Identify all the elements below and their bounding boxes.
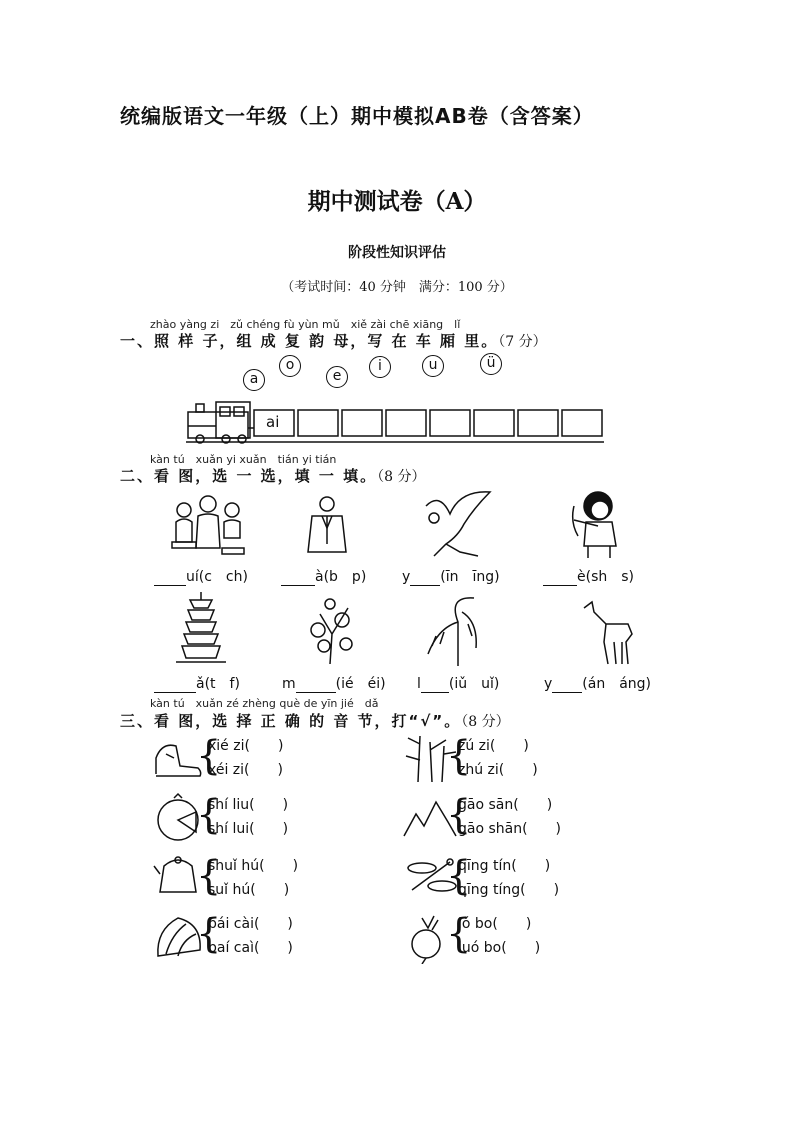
q3-option-a[interactable]: zú zi( ): [458, 738, 529, 754]
row1-fill-3: [543, 566, 634, 586]
father-picture: [302, 494, 352, 560]
answer-blank[interactable]: [543, 571, 577, 586]
row1-fill-0: [154, 566, 248, 586]
q3-option-a[interactable]: bái cài( ): [208, 916, 293, 932]
fill-prefix: y: [544, 676, 553, 692]
q3-option-b[interactable]: suǐ hú( ): [208, 882, 290, 898]
pagoda-picture: [176, 590, 226, 666]
train-example-ai: ai: [266, 413, 280, 431]
answer-blank[interactable]: [421, 678, 449, 693]
q2-points: （8 分）: [377, 469, 426, 485]
fill-prefix: y: [402, 569, 411, 585]
fill-options: uí(c ch): [186, 569, 248, 585]
exam-title: 期中测试卷（A）: [307, 188, 487, 215]
answer-blank[interactable]: [410, 571, 440, 586]
q1-heading: [120, 330, 547, 351]
row2-fill-2: [417, 673, 499, 693]
fill-options: (án áng): [582, 676, 652, 692]
row1-fill-1: [281, 566, 366, 586]
vowel-bubble-0: a: [243, 369, 265, 391]
q3-option-a[interactable]: shuǐ hú( ): [208, 858, 299, 874]
q3-option-b[interactable]: qīng tíng( ): [458, 882, 560, 898]
answer-blank[interactable]: [154, 678, 196, 693]
fill-options: (ié éi): [335, 676, 386, 692]
q3-option-a[interactable]: shí liu( ): [208, 797, 289, 813]
fill-prefix: m: [282, 676, 296, 692]
answer-blank[interactable]: [281, 571, 315, 586]
willow-picture: [418, 592, 484, 668]
exam-subtitle: 阶段性知识评估: [348, 245, 446, 261]
fill-options: è(sh s): [577, 569, 634, 585]
q3-option-b[interactable]: shí lui( ): [208, 821, 289, 837]
fill-options: (īn īng): [440, 569, 500, 585]
fill-options: à(b p): [315, 569, 367, 585]
brace: {: [196, 792, 222, 838]
q3-points: （8 分）: [461, 714, 510, 730]
row2-fill-0: [154, 673, 240, 693]
q3-option-a[interactable]: gāo sān( ): [458, 797, 553, 813]
vowel-bubble-3: i: [369, 356, 391, 378]
q2-pinyin: kàn tú xuǎn yi xuǎn tián yi tián: [150, 453, 337, 466]
q1-heading-text: 一、照 样 子，组 成 复 韵 母，写 在 车 厢 里。: [120, 332, 499, 350]
plum-blossom-picture: [300, 594, 366, 666]
answer-blank[interactable]: [154, 571, 186, 586]
q3-option-a[interactable]: ló bo( ): [458, 916, 532, 932]
q3-heading: [120, 710, 510, 731]
row2-fill-3: [544, 673, 651, 693]
brace: {: [196, 733, 222, 779]
q3-heading-text: 三、看 图，选 择 正 确 的 音 节，打“√”。: [120, 712, 462, 730]
vowel-bubble-1: o: [279, 355, 301, 377]
q3-option-b[interactable]: xéi zi( ): [208, 762, 283, 778]
vowel-bubble-4: u: [422, 355, 444, 377]
q3-option-b[interactable]: luó bo( ): [458, 940, 541, 956]
family-picture: [170, 492, 250, 558]
q2-heading-text: 二、看 图，选 一 选，填 一 填。: [120, 467, 378, 485]
q1-pinyin: zhào yàng zi zǔ chéng fù yùn mǔ xiě zài chē xiāng lǐ: [150, 318, 461, 331]
row1-fill-2: [402, 566, 500, 586]
brace: {: [196, 911, 222, 957]
answer-blank[interactable]: [296, 678, 336, 693]
fill-options: (iǔ uǐ): [448, 676, 500, 692]
row2-fill-1: [282, 673, 386, 693]
train-picture: [186, 398, 606, 446]
q3-pinyin: kàn tú xuǎn zé zhèng què de yīn jié dǎ: [150, 697, 379, 710]
q3-option-b[interactable]: gāo shān( ): [458, 821, 562, 837]
antelope-picture: [578, 598, 638, 668]
brace: {: [446, 733, 472, 779]
brace: {: [196, 853, 222, 899]
fill-options: ǎ(t f): [196, 676, 240, 692]
q2-heading: [120, 465, 425, 486]
archer-picture: [568, 486, 634, 562]
eagle-picture: [420, 486, 496, 562]
q1-points: （7 分）: [498, 334, 547, 350]
brace: {: [446, 911, 472, 957]
vowel-bubble-5: ü: [480, 353, 502, 375]
brace: {: [446, 792, 472, 838]
answer-blank[interactable]: [552, 678, 582, 693]
q3-option-a[interactable]: qīng tín( ): [458, 858, 551, 874]
vowel-bubble-2: e: [326, 366, 348, 388]
q3-option-b[interactable]: baí caì( ): [208, 940, 293, 956]
time-info: （考试时间：40 分钟 满分：100 分）: [281, 280, 513, 295]
document-title: 统编版语文一年级（上）期中模拟AB卷（含答案）: [120, 104, 594, 128]
fill-prefix: l: [417, 676, 421, 692]
brace: {: [446, 853, 472, 899]
q3-option-a[interactable]: xié zi( ): [208, 738, 284, 754]
q3-option-b[interactable]: zhú zi( ): [458, 762, 538, 778]
